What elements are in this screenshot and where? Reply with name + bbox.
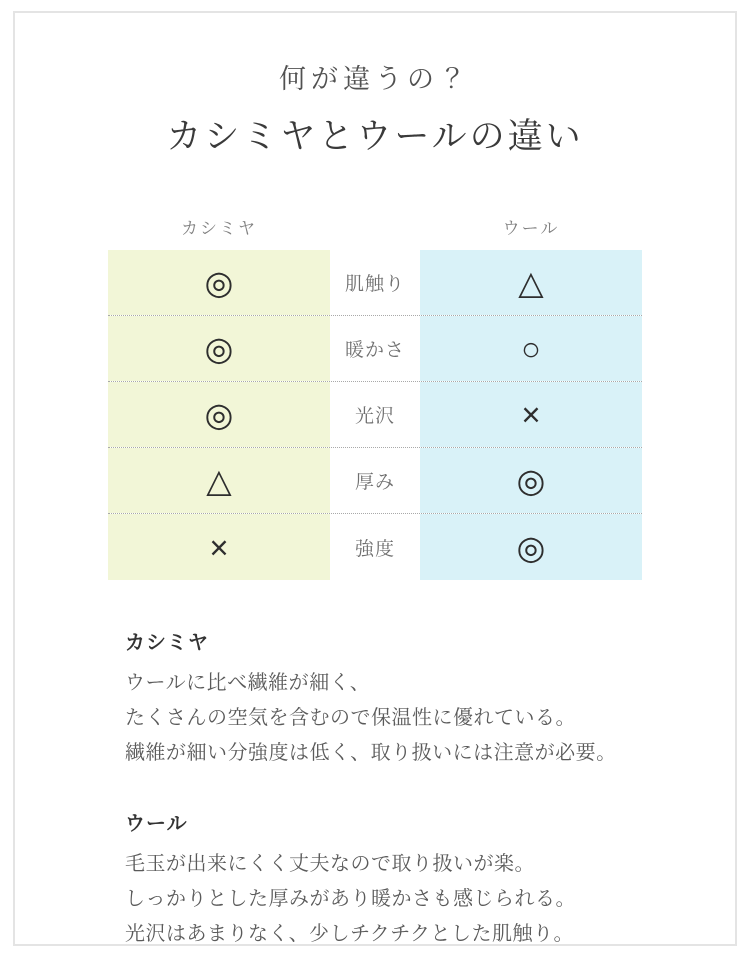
description-line: 毛玉が出来にくく丈夫なので取り扱いが楽。 <box>125 853 535 875</box>
rating-symbol: × <box>521 396 541 433</box>
comparison-table <box>108 250 642 580</box>
rating-symbol: △ <box>206 462 232 499</box>
rating-symbol: △ <box>518 264 544 301</box>
description-body <box>125 666 655 771</box>
table-row <box>108 382 642 448</box>
rating-symbol: ○ <box>521 330 541 367</box>
attribute-label: 強度 <box>354 538 395 560</box>
rating-symbol: ◎ <box>204 396 234 433</box>
attribute-label: 肌触り <box>344 274 405 295</box>
description-heading: ウール <box>125 813 188 835</box>
table-column-headers <box>108 214 642 239</box>
column-header-spacer <box>330 214 420 239</box>
wool-rating-cell <box>420 382 642 447</box>
description-line: ウールに比べ繊維が細く、 <box>125 672 371 694</box>
attribute-label: 厚み <box>354 472 395 493</box>
table-row <box>108 316 642 382</box>
cashmere-rating-cell <box>108 382 330 447</box>
column-header-wool: ウール <box>502 219 560 238</box>
description-wool <box>125 807 655 952</box>
attribute-label: 光沢 <box>354 406 395 427</box>
cashmere-rating-cell <box>108 250 330 315</box>
description-line: 繊維が細い分強度は低く、取り扱いには注意が必要。 <box>125 742 617 764</box>
page-title: 何が違うの？ <box>279 64 471 94</box>
wool-rating-cell <box>420 250 642 315</box>
rating-symbol: ◎ <box>204 330 234 367</box>
table-row <box>108 448 642 514</box>
column-header-cashmere: カシミヤ <box>181 219 257 238</box>
rating-symbol: ◎ <box>204 264 234 301</box>
wool-rating-cell <box>420 514 642 580</box>
description-heading: カシミヤ <box>125 632 209 654</box>
rating-symbol: ◎ <box>516 528 546 566</box>
cashmere-rating-cell <box>108 448 330 513</box>
rating-symbol: ◎ <box>516 462 546 499</box>
rating-symbol: × <box>209 528 229 566</box>
page-subtitle: カシミヤとウールの違い <box>166 117 584 156</box>
description-line: しっかりとした厚みがあり暖かさも感じられる。 <box>125 888 576 910</box>
table-row <box>108 250 642 316</box>
description-line: 光沢はあまりなく、少しチクチクとした肌触り。 <box>125 923 574 945</box>
wool-rating-cell <box>420 448 642 513</box>
description-body <box>125 847 655 952</box>
wool-rating-cell <box>420 316 642 381</box>
table-row <box>108 514 642 580</box>
attribute-label: 暖かさ <box>344 340 405 361</box>
description-line: たくさんの空気を含むので保温性に優れている。 <box>125 707 576 729</box>
cashmere-rating-cell <box>108 514 330 580</box>
description-cashmere <box>125 626 655 771</box>
cashmere-rating-cell <box>108 316 330 381</box>
